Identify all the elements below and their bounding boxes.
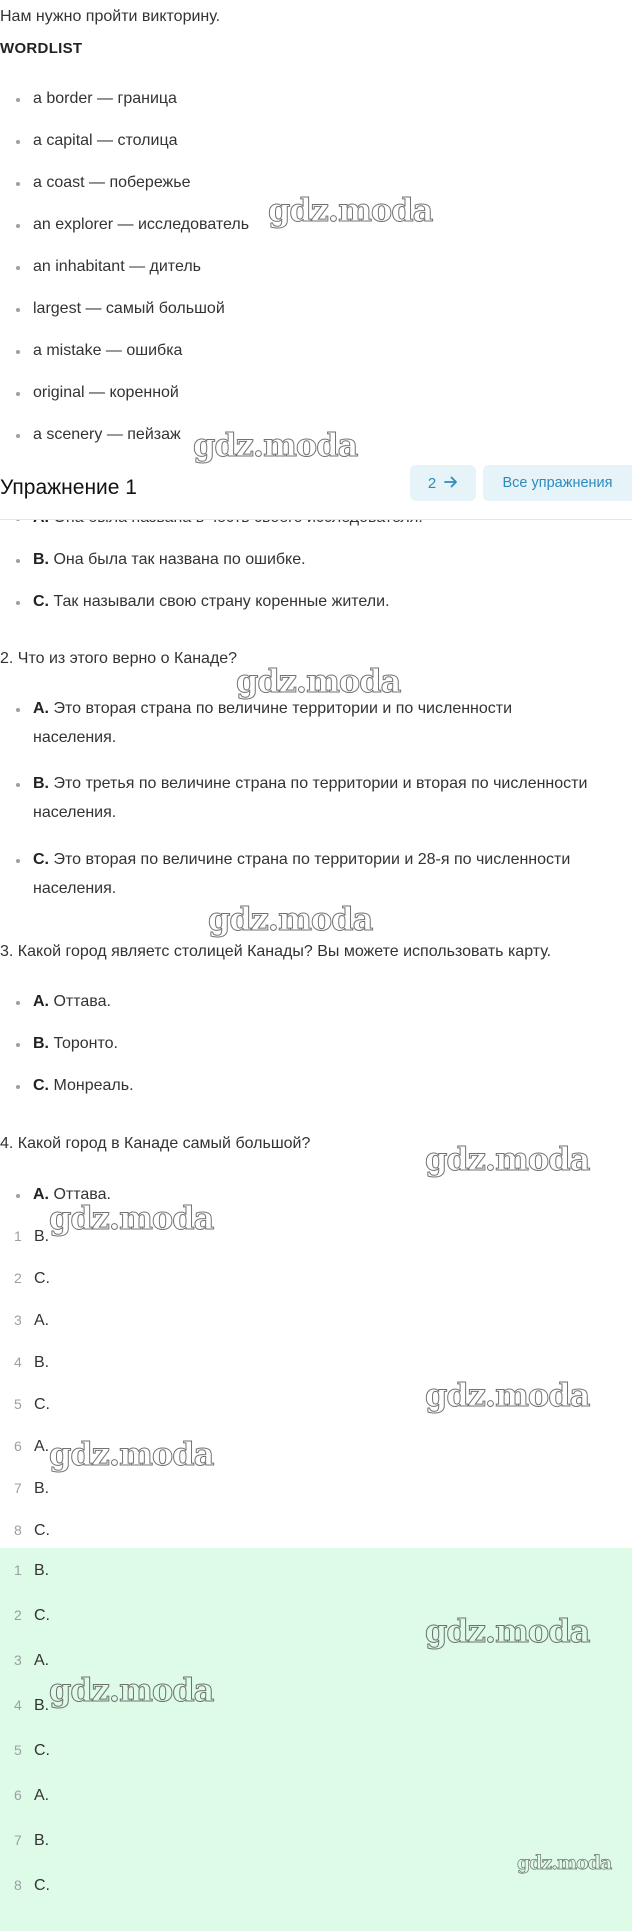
- option-letter: C.: [33, 1077, 49, 1094]
- arrow-right-icon: [444, 475, 458, 492]
- answer-value: C.: [34, 1742, 50, 1759]
- answer-number: 6: [14, 1787, 22, 1803]
- option-text: Монреаль.: [53, 1077, 134, 1094]
- next-exercise-label: 2: [427, 474, 437, 492]
- option-text: Она была так названа по ошибке.: [53, 551, 306, 568]
- option-letter: B.: [33, 551, 49, 568]
- option-text: Так называли свою страну коренные жители.: [53, 593, 390, 610]
- intro-text: Нам нужно пройти викторину.: [0, 8, 221, 25]
- option-letter: A.: [33, 1186, 49, 1203]
- wordlist-item: a coast — побережье: [33, 174, 191, 191]
- answer-number: 4: [14, 1697, 22, 1713]
- option-letter: B.: [33, 775, 49, 792]
- answer-number: 3: [14, 1312, 22, 1328]
- option-c: [33, 1077, 134, 1095]
- answer-number: 1: [14, 1562, 22, 1578]
- question-4: 4. Какой город в Канаде самый большой?: [0, 1135, 311, 1152]
- next-exercise-button[interactable]: [410, 465, 476, 501]
- option-b: [33, 775, 587, 822]
- watermark: gdz.moda: [425, 1376, 590, 1414]
- watermark: gdz.moda: [49, 1199, 214, 1237]
- answer-number: 2: [14, 1607, 22, 1623]
- watermark: gdz.moda: [268, 191, 433, 229]
- option-text: Это вторая страна по величине территории и по численности: [53, 700, 513, 717]
- answer-value: C.: [34, 1270, 50, 1287]
- answer-value: C.: [34, 1522, 50, 1539]
- answer-number: 8: [14, 1877, 22, 1893]
- wordlist-item: a mistake — ошибка: [33, 342, 183, 359]
- wordlist-item: a border — граница: [33, 90, 177, 107]
- answer-value: B.: [34, 1562, 50, 1579]
- watermark: gdz.moda: [208, 900, 373, 938]
- question-3: 3. Какой город являетс столицей Канады? Вы можете использовать карту.: [0, 943, 552, 960]
- answer-value: C.: [34, 1396, 50, 1413]
- answer-number: 1: [14, 1228, 22, 1244]
- option-text: Это третья по величине страна по территории и вторая по численности: [53, 775, 588, 792]
- option-text-continued: населения.: [33, 880, 117, 897]
- answer-value: B.: [34, 1480, 50, 1497]
- answer-value: B.: [34, 1228, 50, 1245]
- wordlist-item: a scenery — пейзаж: [33, 426, 181, 443]
- option-b: [33, 551, 306, 569]
- option-text: Оттава.: [53, 1186, 111, 1203]
- option-text: Это вторая по величине страна по территории и 28-я по численности: [53, 851, 571, 868]
- all-exercises-button[interactable]: Все упражнения: [483, 465, 632, 501]
- answer-number: 5: [14, 1396, 22, 1412]
- answer-value: C.: [34, 1877, 50, 1894]
- option-text-continued: населения.: [33, 729, 117, 746]
- answer-number: 7: [14, 1480, 22, 1496]
- answer-number: 5: [14, 1742, 22, 1758]
- wordlist-title: WORDLIST: [0, 40, 83, 57]
- option-a: [33, 700, 512, 747]
- answer-value: C.: [34, 1607, 50, 1624]
- answer-value: A.: [34, 1312, 50, 1329]
- option-c: [33, 851, 570, 898]
- watermark: gdz.moda: [517, 1852, 612, 1874]
- answer-number: 2: [14, 1270, 22, 1286]
- watermark: gdz.moda: [49, 1435, 214, 1473]
- watermark: gdz.moda: [425, 1612, 590, 1650]
- answer-value: B.: [34, 1697, 50, 1714]
- answer-number: 3: [14, 1652, 22, 1668]
- option-letter: C.: [33, 851, 49, 868]
- option-c: [33, 593, 390, 611]
- option-text: Оттава.: [53, 993, 111, 1010]
- answer-number: 7: [14, 1832, 22, 1848]
- option-text: Торонто.: [53, 1035, 118, 1052]
- wordlist-item: an explorer — исследователь: [33, 216, 250, 233]
- answer-value: B.: [34, 1832, 50, 1849]
- option-b: [33, 1035, 118, 1053]
- answer-number: 8: [14, 1522, 22, 1538]
- answer-value: A.: [34, 1787, 50, 1804]
- option-letter: A.: [33, 700, 49, 717]
- wordlist-item: a capital — столица: [33, 132, 178, 149]
- answer-value: B.: [34, 1354, 50, 1371]
- wordlist-item: an inhabitant — дитель: [33, 258, 201, 275]
- watermark: gdz.moda: [236, 662, 401, 700]
- wordlist-item: original — коренной: [33, 384, 179, 401]
- answer-value: A.: [34, 1652, 50, 1669]
- exercise-title: Упражнение 1: [0, 476, 137, 499]
- answer-number: 6: [14, 1438, 22, 1454]
- option-letter: A.: [33, 993, 49, 1010]
- wordlist-item: largest — самый большой: [33, 300, 225, 317]
- answer-number: 4: [14, 1354, 22, 1370]
- option-a: [33, 993, 111, 1011]
- watermark: gdz.moda: [49, 1671, 214, 1709]
- watermark: gdz.moda: [425, 1140, 590, 1178]
- watermark: gdz.moda: [193, 426, 358, 464]
- option-letter: C.: [33, 593, 49, 610]
- option-letter: B.: [33, 1035, 49, 1052]
- option-text-continued: населения.: [33, 804, 117, 821]
- question-2: 2. Что из этого верно о Канаде?: [0, 650, 238, 667]
- answer-value: A.: [34, 1438, 50, 1455]
